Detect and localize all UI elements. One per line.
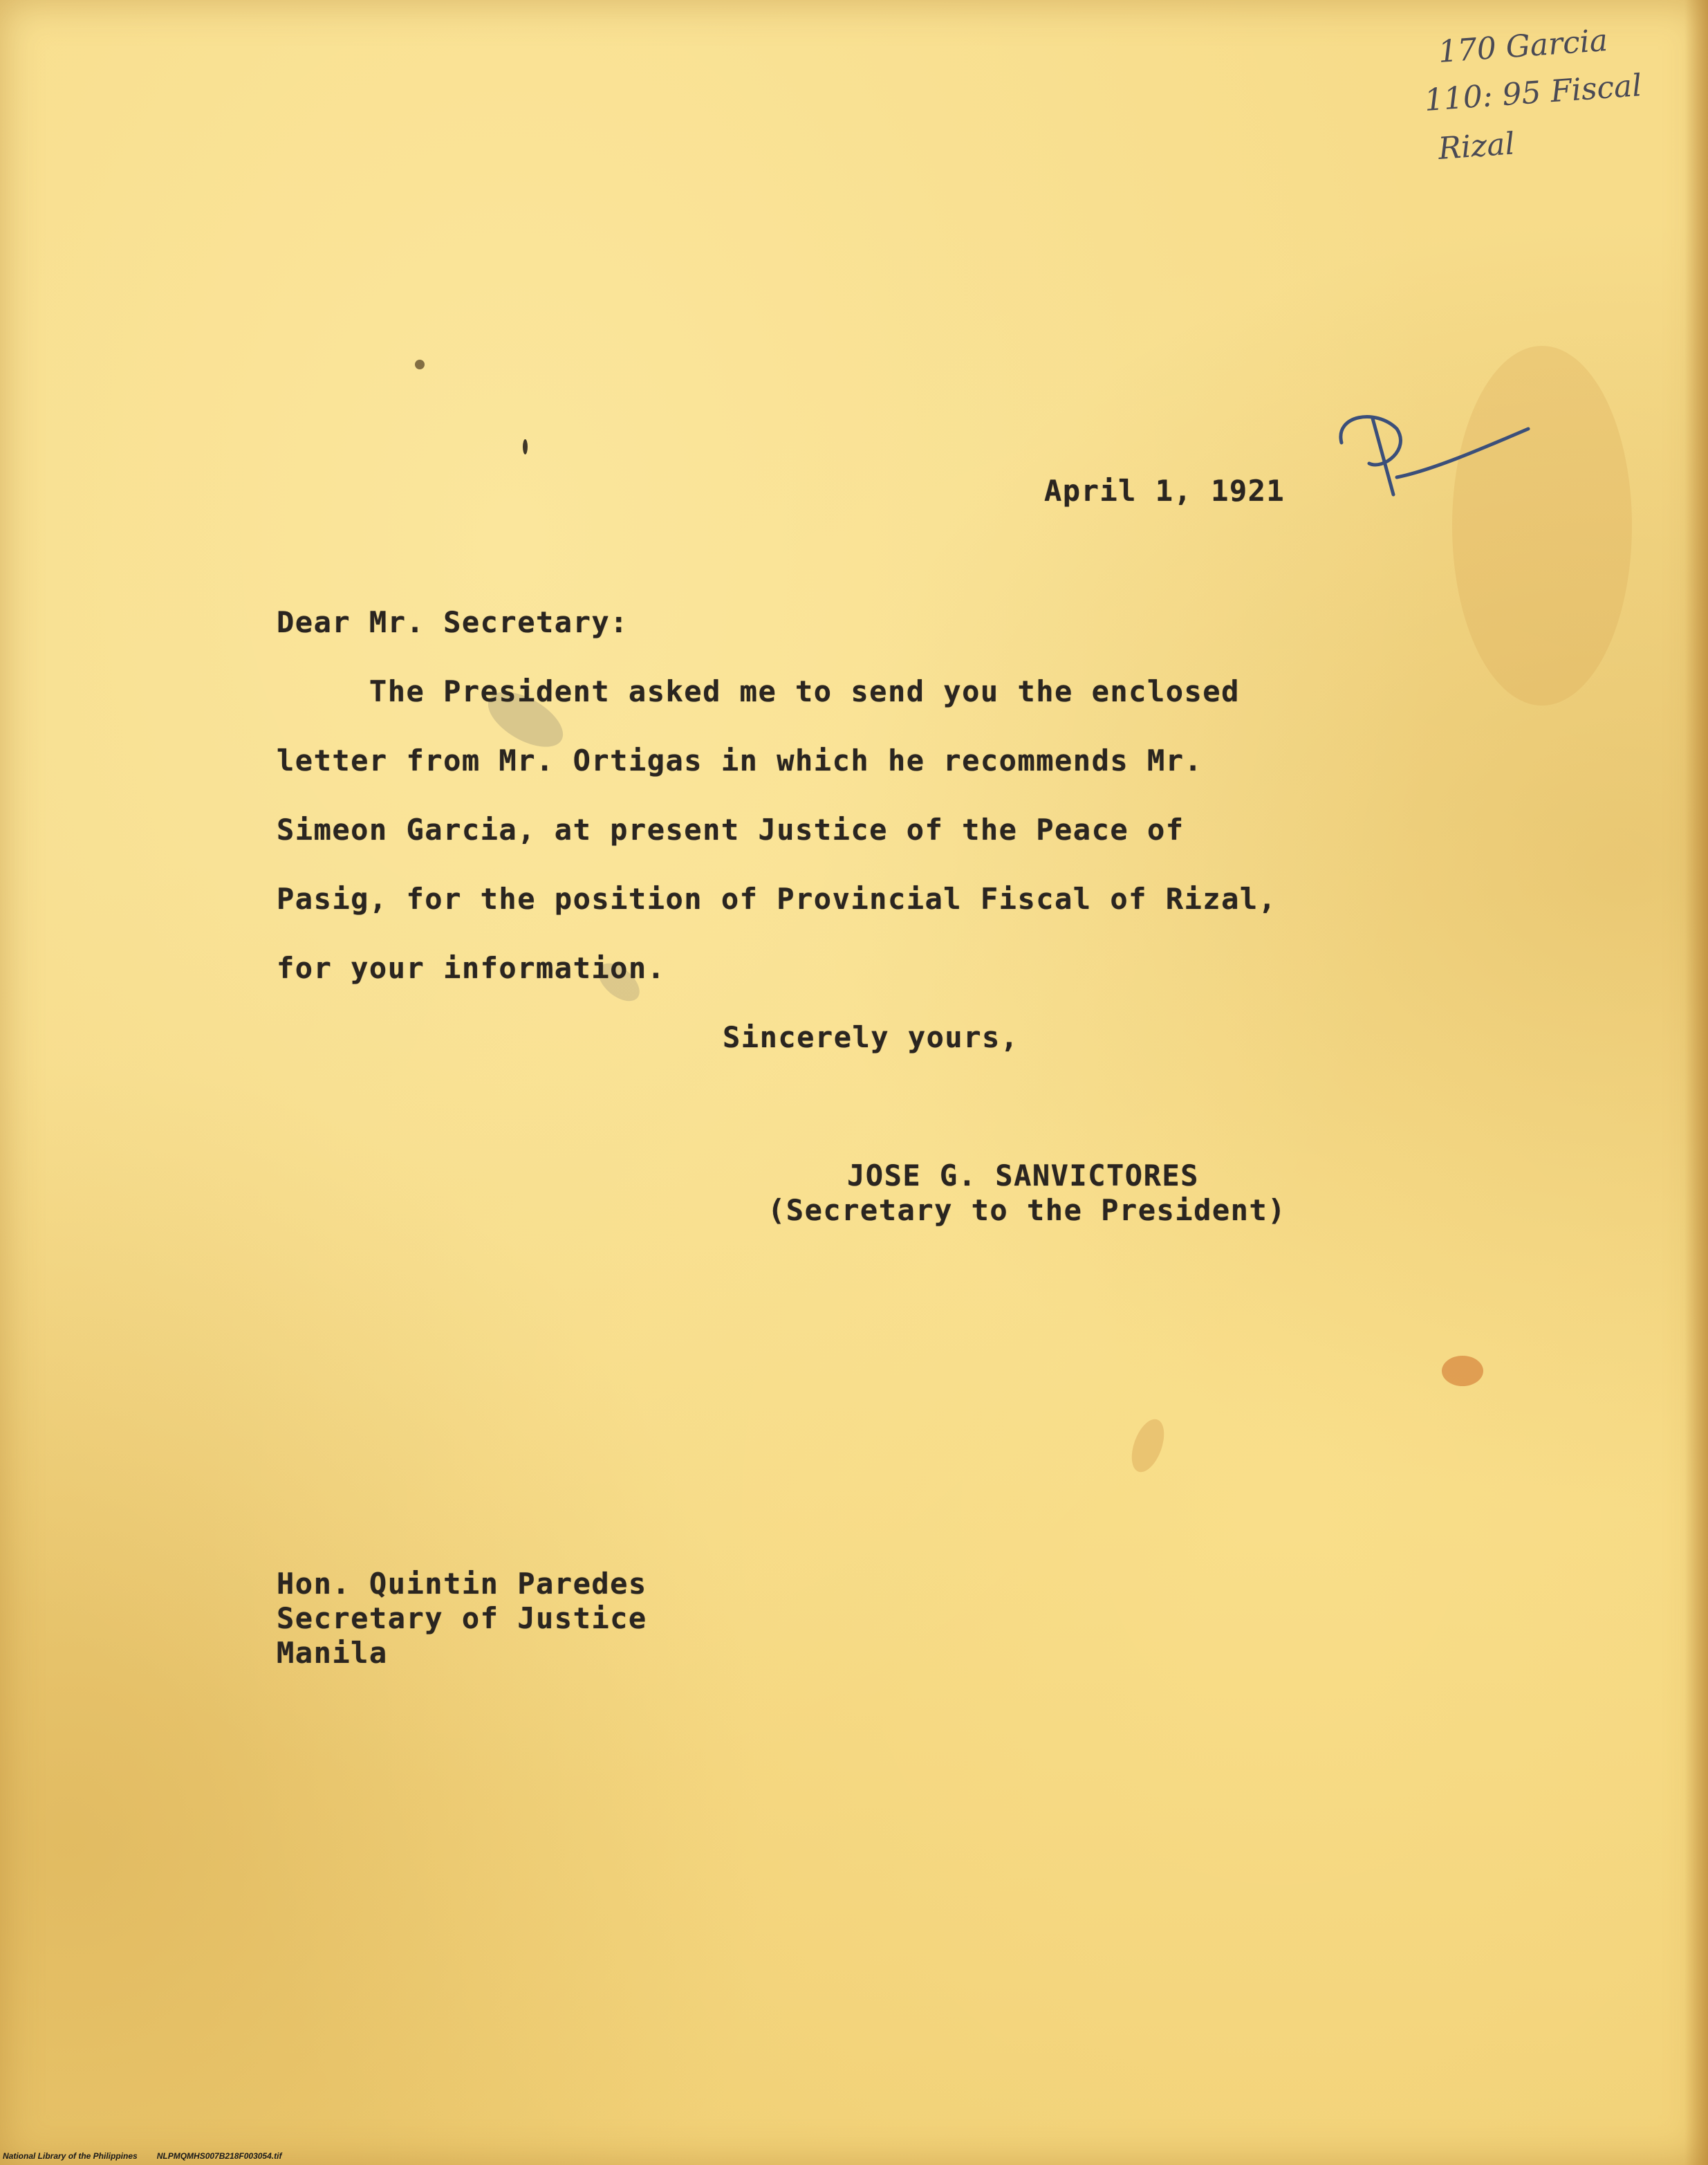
body-line: Simeon Garcia, at present Justice of the Peace of [277, 813, 1185, 847]
paper-stain [415, 360, 425, 369]
closing: Sincerely yours, [723, 1020, 1019, 1054]
addressee-city: Manila [277, 1636, 388, 1670]
pencil-note-line3: Rizal [1437, 126, 1516, 167]
paper-stain [1126, 1415, 1171, 1477]
pencil-note-line2: 110: 95 Fiscal [1423, 68, 1643, 118]
paper-stain [1442, 1356, 1483, 1386]
body-line: for your information. [277, 951, 666, 985]
scan-footer [3, 2151, 281, 2161]
body-line: Pasig, for the position of Provincial Fiscal of Rizal, [277, 882, 1277, 916]
addressee-name: Hon. Quintin Paredes [277, 1567, 647, 1601]
salutation: Dear Mr. Secretary: [277, 605, 629, 639]
signer-name: JOSE G. SANVICTORES [847, 1159, 1199, 1192]
signer-title: (Secretary to the President) [768, 1193, 1287, 1227]
letter-date: April 1, 1921 [1044, 474, 1285, 508]
body-line: letter from Mr. Ortigas in which he recommends Mr. [277, 744, 1203, 777]
paper-edge-shadow [1684, 0, 1708, 2165]
pencil-note-line1: 170 Garcia [1437, 22, 1609, 70]
footer-library: National Library of the Philippines [3, 2151, 138, 2161]
paper-stain [523, 439, 528, 454]
footer-file-id: NLPMQMHS007B218F003054.tif [156, 2151, 282, 2161]
addressee-title: Secretary of Justice [277, 1601, 647, 1635]
paper-stain [1452, 346, 1632, 706]
blue-pencil-mark-icon [1321, 401, 1542, 512]
body-line: The President asked me to send you the enclosed [277, 674, 1240, 708]
